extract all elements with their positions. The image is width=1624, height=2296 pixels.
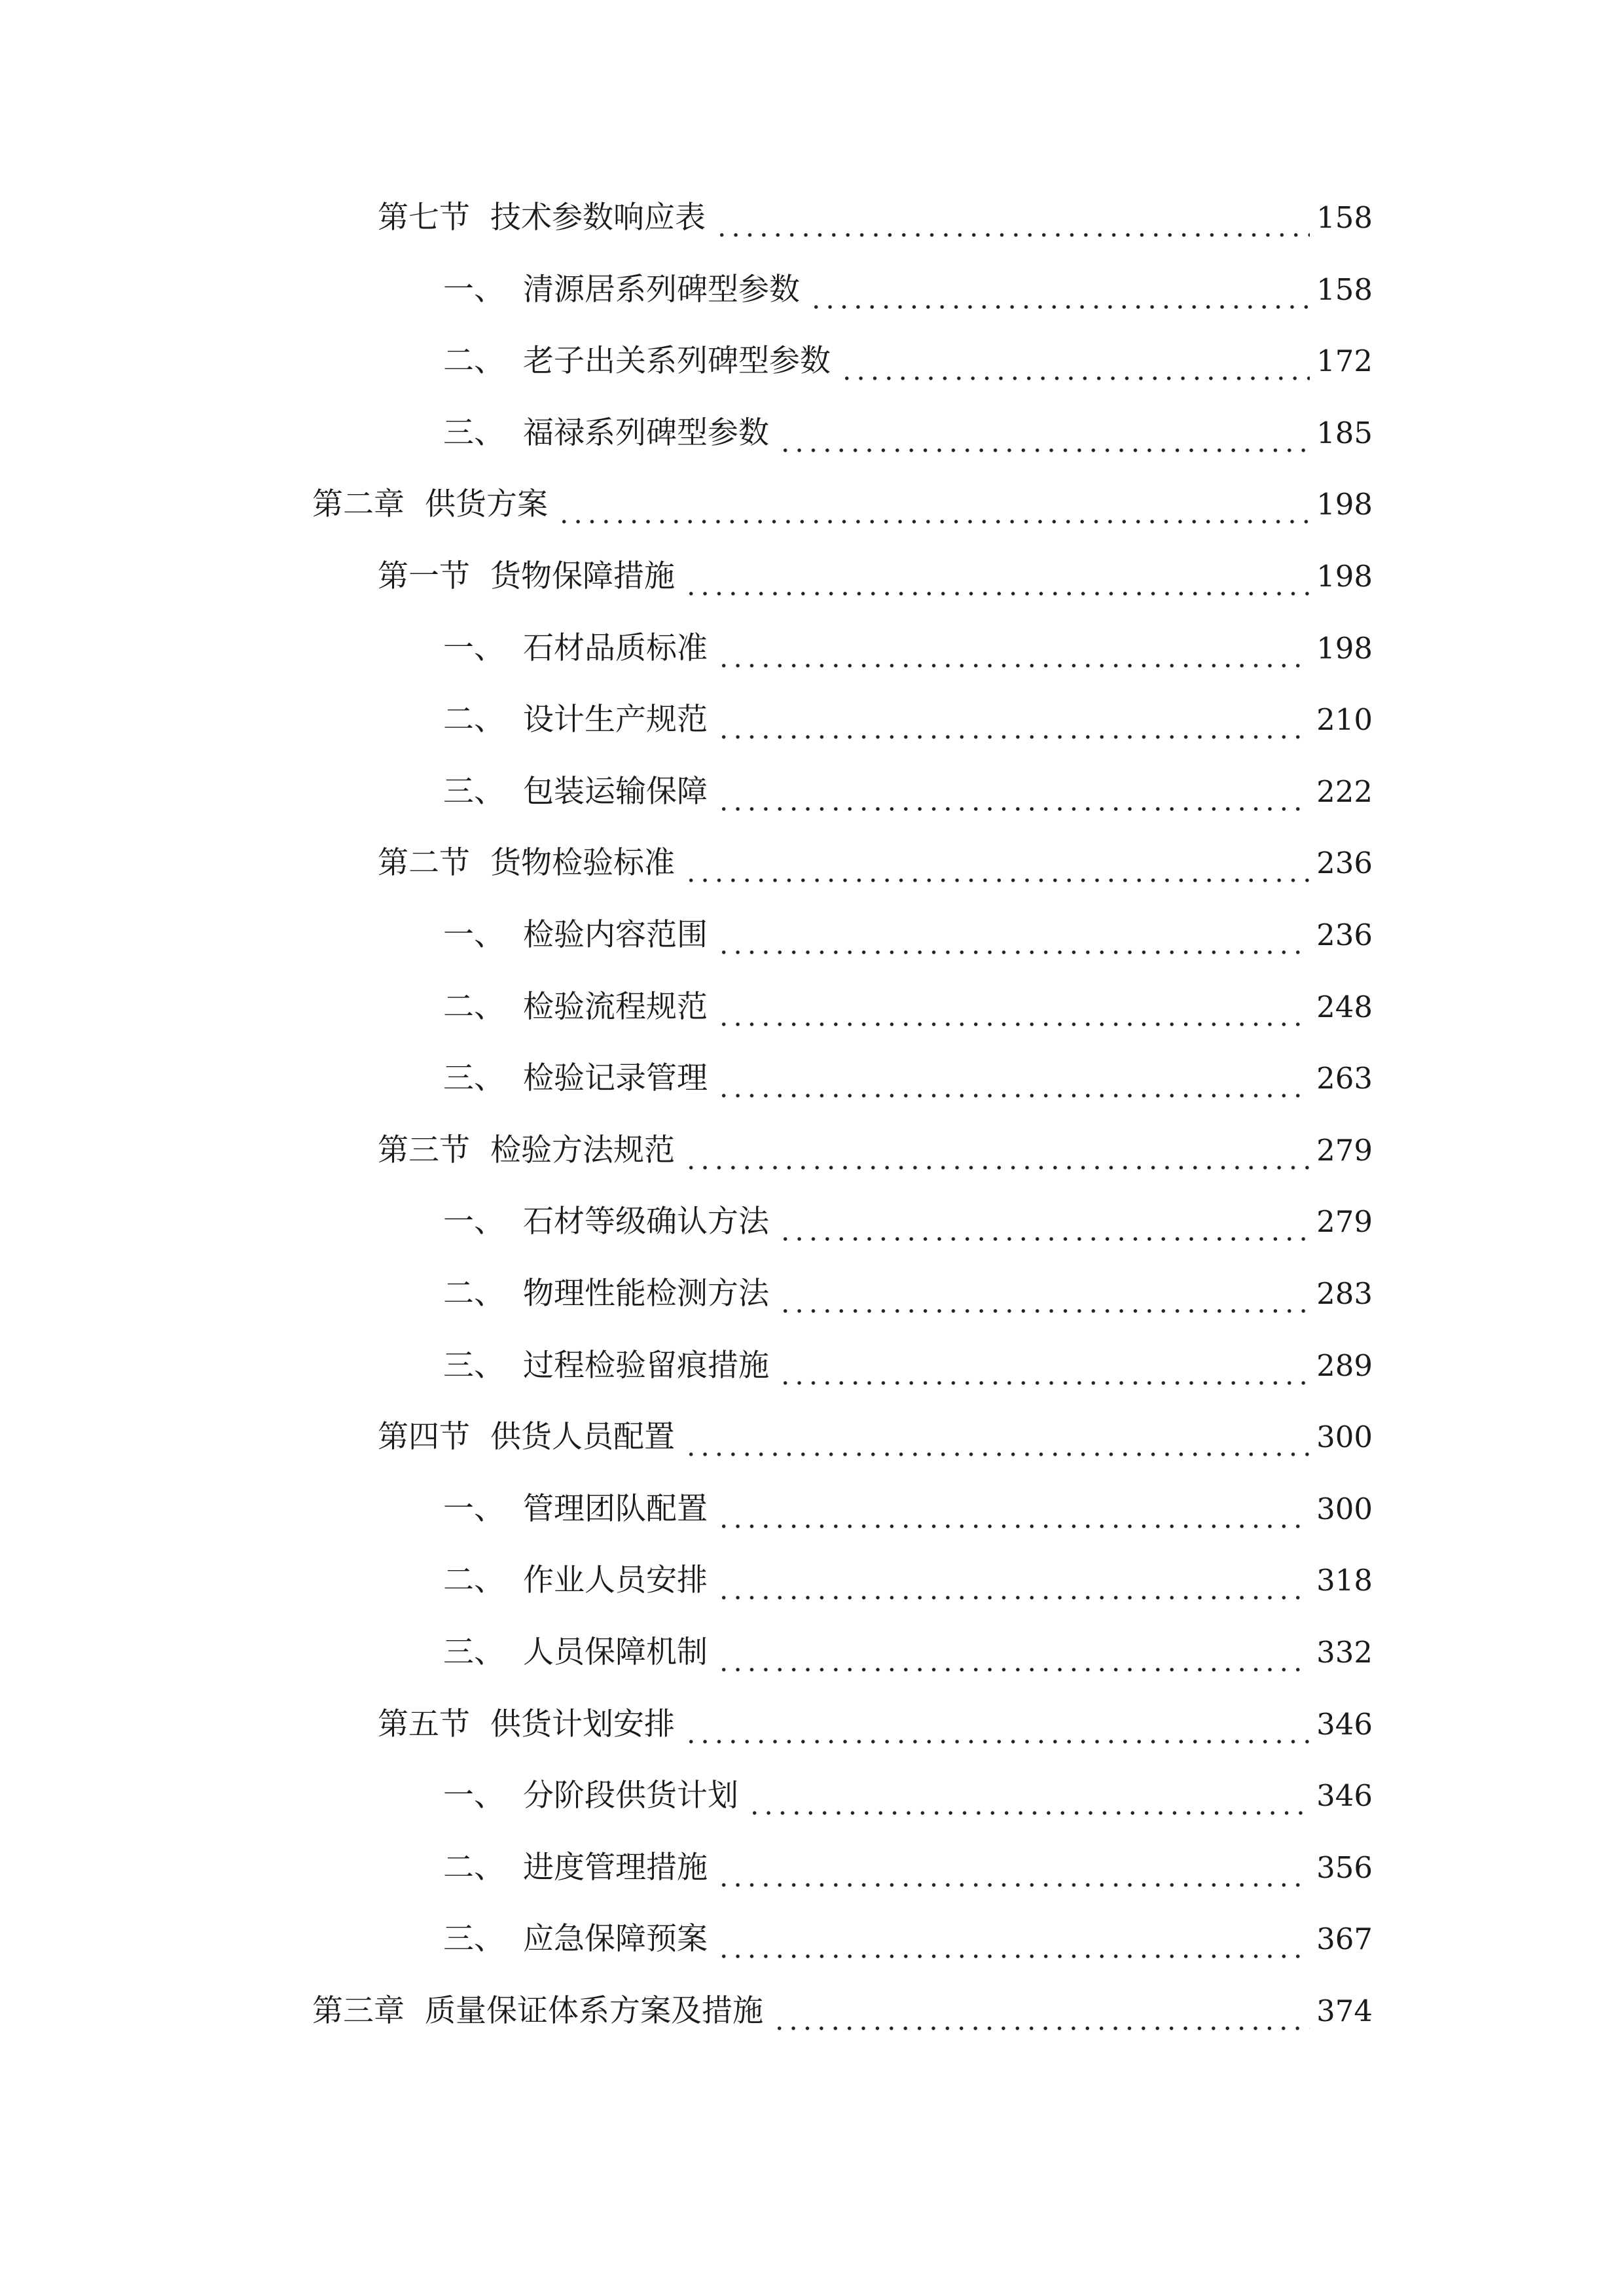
- toc-entry-item[interactable]: [443, 1483, 1373, 1535]
- toc-entry-number: 三、: [443, 414, 505, 451]
- toc-entry-title: 检验内容范围: [523, 917, 708, 953]
- toc-entry-title: 石材品质标准: [523, 630, 708, 666]
- toc-entry-number: 第三章: [312, 1993, 405, 2029]
- dot-leader: [778, 407, 1310, 459]
- toc-entry-item[interactable]: [443, 1052, 1373, 1105]
- dot-leader: [684, 550, 1310, 603]
- toc-entry-chapter[interactable]: [312, 1985, 1373, 2037]
- toc-entry-title: 包装运输保障: [523, 773, 708, 810]
- toc-entry-item[interactable]: [443, 1626, 1373, 1679]
- toc-entry-number: 第二节: [378, 845, 470, 882]
- toc-entry-number: 二、: [443, 343, 505, 380]
- dot-leader: [684, 1698, 1310, 1751]
- toc-entry-item[interactable]: [443, 407, 1373, 459]
- toc-entry-item[interactable]: [443, 694, 1373, 746]
- toc-entry-number: 二、: [443, 702, 505, 738]
- toc-entry-page-number: 198: [1316, 487, 1373, 522]
- dot-leader: [772, 1985, 1310, 2037]
- toc-entry-page-number: 374: [1316, 1994, 1373, 2028]
- toc-entry-section[interactable]: [378, 837, 1373, 889]
- toc-entry-page-number: 279: [1316, 1132, 1373, 1168]
- dot-leader: [778, 1196, 1310, 1248]
- toc-entry-page-number: 367: [1316, 1922, 1373, 1957]
- dot-leader: [717, 1052, 1310, 1105]
- toc-entry-number: 第二章: [312, 486, 405, 523]
- toc-entry-number: 第一节: [378, 558, 470, 594]
- toc-entry-title: 供货方案: [425, 486, 548, 523]
- toc-entry-page-number: 318: [1316, 1563, 1373, 1598]
- toc-entry-number: 一、: [443, 1490, 505, 1527]
- toc-entry-title: 进度管理措施: [523, 1849, 708, 1886]
- toc-entry-title: 检验流程规范: [523, 988, 708, 1025]
- toc-entry-item[interactable]: [443, 1770, 1373, 1822]
- dot-leader: [840, 335, 1310, 387]
- dot-leader: [717, 622, 1310, 675]
- toc-entry-number: 一、: [443, 1778, 505, 1814]
- toc-entry-number: 二、: [443, 1849, 505, 1886]
- toc-entry-number: 三、: [443, 1347, 505, 1384]
- toc-entry-number: 一、: [443, 630, 505, 666]
- toc-entry-title: 应急保障预案: [523, 1921, 708, 1958]
- dot-leader: [717, 1913, 1310, 1965]
- toc-entry-page-number: 346: [1316, 1706, 1373, 1742]
- toc-entry-page-number: 236: [1316, 846, 1373, 881]
- toc-entry-section[interactable]: [378, 1411, 1373, 1463]
- toc-entry-item[interactable]: [443, 264, 1373, 316]
- toc-entry-page-number: 356: [1316, 1850, 1373, 1885]
- toc-entry-page-number: 185: [1316, 415, 1373, 450]
- toc-entry-chapter[interactable]: [312, 478, 1373, 531]
- toc-entry-title: 检验记录管理: [523, 1060, 708, 1097]
- toc-entry-number: 一、: [443, 1204, 505, 1240]
- toc-entry-title: 过程检验留痕措施: [523, 1347, 769, 1384]
- toc-entry-section[interactable]: [378, 550, 1373, 603]
- toc-entry-page-number: 300: [1316, 1420, 1373, 1455]
- dot-leader: [748, 1770, 1310, 1822]
- toc-entry-page-number: 289: [1316, 1348, 1373, 1383]
- toc-entry-number: 一、: [443, 271, 505, 308]
- toc-entry-number: 三、: [443, 1921, 505, 1958]
- toc-entry-title: 作业人员安排: [523, 1562, 708, 1599]
- toc-entry-title: 技术参数响应表: [490, 200, 706, 236]
- toc-entry-page-number: 158: [1316, 200, 1373, 235]
- toc-entry-title: 福禄系列碑型参数: [523, 414, 769, 451]
- dot-leader: [557, 478, 1310, 531]
- toc-entry-item[interactable]: [443, 1196, 1373, 1248]
- toc-entry-title: 物理性能检测方法: [523, 1276, 769, 1312]
- toc-entry-number: 第五节: [378, 1706, 470, 1742]
- toc-entry-title: 货物保障措施: [490, 558, 675, 594]
- dot-leader: [684, 1411, 1310, 1463]
- toc-entry-item[interactable]: [443, 622, 1373, 675]
- toc-entry-title: 供货计划安排: [490, 1706, 675, 1742]
- dot-leader: [778, 1340, 1310, 1392]
- dot-leader: [778, 1268, 1310, 1320]
- dot-leader: [684, 1124, 1310, 1177]
- dot-leader: [717, 1842, 1310, 1894]
- toc-entry-section[interactable]: [378, 1698, 1373, 1751]
- dot-leader: [684, 837, 1310, 889]
- toc-entry-number: 三、: [443, 1634, 505, 1670]
- toc-entry-item[interactable]: [443, 981, 1373, 1033]
- toc-entry-page-number: 346: [1316, 1778, 1373, 1814]
- toc-entry-title: 分阶段供货计划: [523, 1778, 738, 1814]
- toc-entry-item[interactable]: [443, 1842, 1373, 1894]
- toc-entry-title: 清源居系列碑型参数: [523, 271, 800, 308]
- toc-entry-title: 石材等级确认方法: [523, 1204, 769, 1240]
- toc-entry-item[interactable]: [443, 909, 1373, 961]
- toc-entry-number: 二、: [443, 1276, 505, 1312]
- dot-leader: [717, 1554, 1310, 1607]
- toc-entry-title: 货物检验标准: [490, 845, 675, 882]
- dot-leader: [717, 694, 1310, 746]
- toc-entry-section[interactable]: [378, 1124, 1373, 1177]
- toc-entry-item[interactable]: [443, 1913, 1373, 1965]
- toc-entry-title: 管理团队配置: [523, 1490, 708, 1527]
- toc-entry-title: 人员保障机制: [523, 1634, 708, 1670]
- dot-leader: [717, 1626, 1310, 1679]
- toc-entry-page-number: 158: [1316, 272, 1373, 307]
- toc-entry-page-number: 172: [1316, 344, 1373, 379]
- toc-entry-page-number: 222: [1316, 774, 1373, 809]
- toc-entry-page-number: 279: [1316, 1204, 1373, 1240]
- toc-entry-number: 二、: [443, 1562, 505, 1599]
- toc-entry-page-number: 248: [1316, 989, 1373, 1024]
- dot-leader: [809, 264, 1310, 316]
- toc-entry-number: 第三节: [378, 1132, 470, 1168]
- toc-entry-number: 第七节: [378, 200, 470, 236]
- toc-entry-number: 第四节: [378, 1419, 470, 1456]
- toc-entry-item[interactable]: [443, 1340, 1373, 1392]
- toc-entry-number: 一、: [443, 917, 505, 953]
- toc-entry-page-number: 332: [1316, 1635, 1373, 1670]
- dot-leader: [717, 909, 1310, 961]
- toc-entry-page-number: 263: [1316, 1061, 1373, 1096]
- toc-entry-page-number: 210: [1316, 702, 1373, 738]
- dot-leader: [715, 192, 1310, 244]
- toc-entry-page-number: 198: [1316, 559, 1373, 594]
- toc-entry-page-number: 236: [1316, 918, 1373, 952]
- dot-leader: [717, 1483, 1310, 1535]
- toc-entry-item[interactable]: [443, 766, 1373, 818]
- toc-entry-item[interactable]: [443, 1554, 1373, 1607]
- toc-entry-section[interactable]: [378, 192, 1373, 244]
- toc-entry-title: 检验方法规范: [490, 1132, 675, 1168]
- toc-entry-number: 三、: [443, 773, 505, 810]
- dot-leader: [717, 766, 1310, 818]
- toc-entry-title: 设计生产规范: [523, 702, 708, 738]
- toc-entry-number: 三、: [443, 1060, 505, 1097]
- toc-entry-page-number: 283: [1316, 1276, 1373, 1311]
- toc-entry-title: 质量保证体系方案及措施: [425, 1993, 763, 2029]
- toc-entry-page-number: 300: [1316, 1491, 1373, 1526]
- toc-entry-title: 供货人员配置: [490, 1419, 675, 1456]
- toc-entry-item[interactable]: [443, 1268, 1373, 1320]
- toc-entry-item[interactable]: [443, 335, 1373, 387]
- toc-entry-page-number: 198: [1316, 630, 1373, 666]
- toc-entry-number: 二、: [443, 988, 505, 1025]
- dot-leader: [717, 981, 1310, 1033]
- toc-entry-title: 老子出关系列碑型参数: [523, 343, 831, 380]
